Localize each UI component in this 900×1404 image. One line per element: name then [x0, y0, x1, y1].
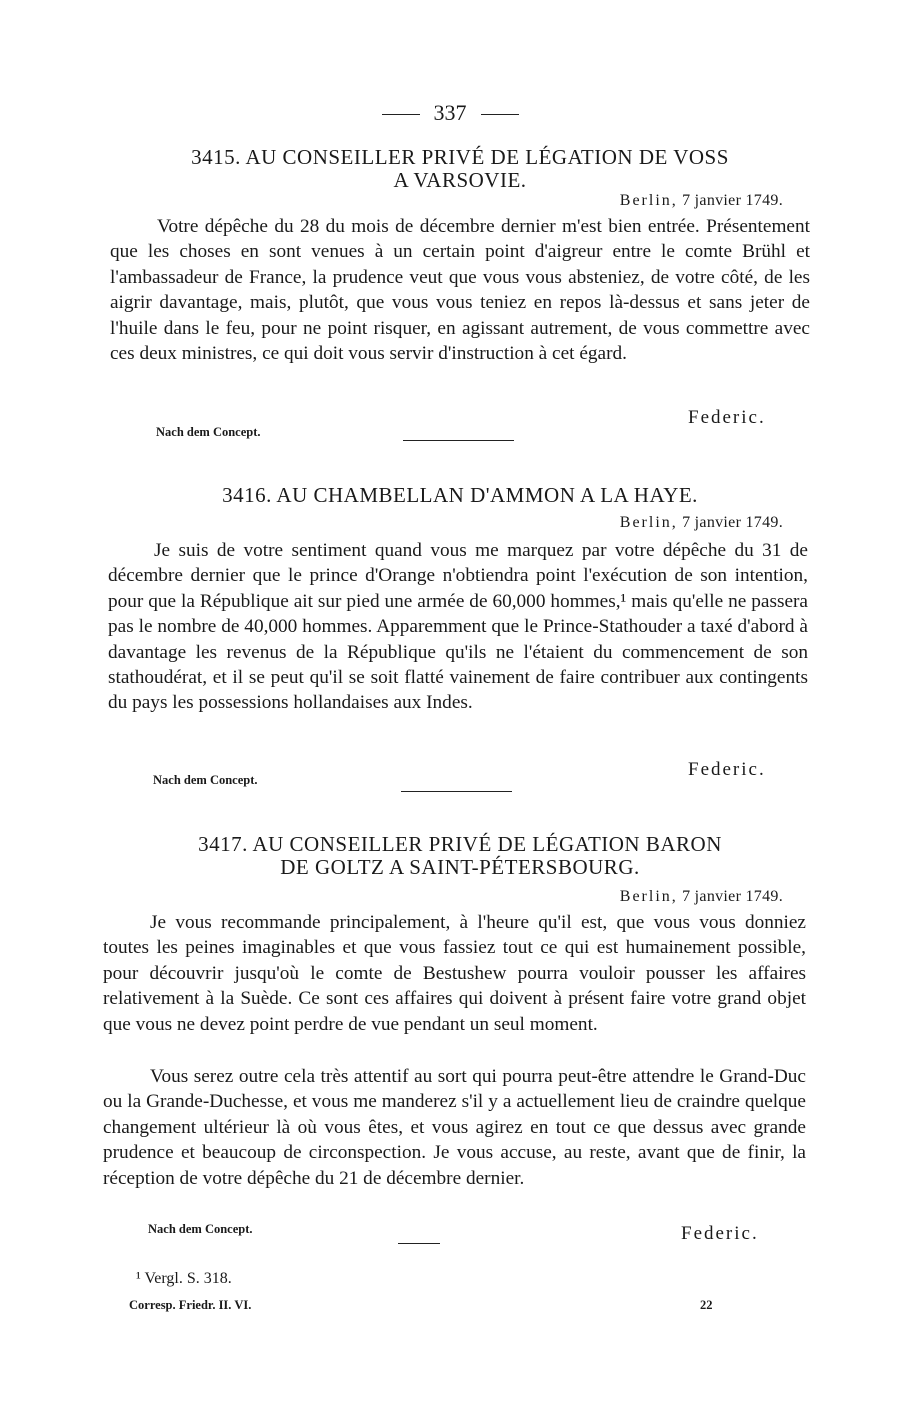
letter-3416-source: Nach dem Concept. [153, 773, 258, 787]
footer-signature-mark: Corresp. Friedr. II. VI. [129, 1298, 252, 1312]
letter-3417-paragraph-1: Je vous recommande principalement, à l'heure qu'il est, que vous vous donniez toutes les peines imaginables et que vous fassiez tout ce qui est humainement possible, pour découvrir jusqu'où le comte de Bestushew pourra vouloir pousser les affaires relativement à la Suède. Ce sont ces affaires qui doivent à présent faire votre grand objet que vous ne devez point perdre de vue pendant un seul moment. [103, 912, 806, 1035]
dateline-date: 7 janvier 1749. [682, 514, 783, 531]
letter-3417-signature: Federic. [681, 1223, 759, 1244]
dateline-date: 7 janvier 1749. [682, 192, 783, 209]
heading-line: DE GOLTZ A SAINT-PÉTERSBOURG. [280, 855, 640, 879]
heading-line: 3417. AU CONSEILLER PRIVÉ DE LÉGATION BARON [198, 832, 722, 856]
letter-3415-heading [100, 146, 820, 192]
page-number: 337 [0, 100, 900, 126]
dateline-date: 7 janvier 1749. [682, 888, 783, 905]
letter-3416-heading [100, 484, 820, 507]
letter-3415-signature: Federic. [688, 407, 766, 428]
heading-line: A VARSOVIE. [393, 168, 527, 192]
section-divider [401, 791, 512, 792]
section-divider [403, 440, 514, 441]
letter-3415-source: Nach dem Concept. [156, 425, 261, 439]
dateline-place: Berlin, [619, 514, 678, 531]
heading-line: 3416. AU CHAMBELLAN D'AMMON A LA HAYE. [222, 483, 698, 507]
letter-3416-dateline [460, 514, 783, 532]
letter-3417-source: Nach dem Concept. [148, 1222, 253, 1236]
footer-sheet-number: 22 [700, 1298, 713, 1312]
dateline-place: Berlin, [619, 192, 678, 209]
letter-3416-paragraph: Je suis de votre sentiment quand vous me marquez par votre dépêche du 31 de décembre dernier que le prince d'Orange n'obtiendra point l'exécution de son intention, pour que la République ait sur pied une armée de 60,000 hommes,¹ mais qu'elle ne passera pas le nombre de 40,000 hommes. Apparemment que le Prince-Stathouder a taxé d'abord à davantage les revenus de la République qu'ils ne l'étaient du commencement de son stathoudérat, et il se peut qu'il se soit flatté vainement de faire contribuer aux contingents du pays les possessions hollandaises aux Indes. [108, 540, 808, 714]
letter-3417-paragraph-2: Vous serez outre cela très attentif au sort qui pourra peut-être attendre le Grand-Duc ou la Grande-Duchesse, et vous me manderez s'il y a actuellement lieu de craindre quelque changement ultérieur là où vous êtes, et vous agirez en tout ce que dessus avec grande prudence et beaucoup de circonspection. Je vous accuse, au reste, avant que de finir, la réception de votre dépêche du 21 de décembre dernier. [103, 1066, 806, 1189]
letter-3415-dateline [460, 192, 783, 210]
heading-line: 3415. AU CONSEILLER PRIVÉ DE LÉGATION DE VOSS [191, 145, 729, 169]
letter-3416-signature: Federic. [688, 759, 766, 780]
section-divider [398, 1243, 440, 1244]
page-number-dash-right [481, 114, 519, 115]
page-number-dash-left [382, 114, 420, 115]
letter-3417-heading [100, 833, 820, 879]
footnote: ¹ Vergl. S. 318. [136, 1270, 232, 1287]
letter-3417-dateline [460, 888, 783, 906]
letter-3415-paragraph: Votre dépêche du 28 du mois de décembre dernier m'est bien entrée. Présentement que les choses en sont venues à un certain point d'aigreur entre le comte Brühl et l'ambassadeur de France, la prudence veut que vous vous absteniez, de votre côté, de les aigrir davantage, mais, plutôt, que vous vous teniez en repos là-dessus et sans jeter de l'huile dans le feu, pour ne point risquer, en agissant autrement, de vous commettre avec ces deux ministres, ce qui doit vous servir d'instruction à cet égard. [110, 216, 810, 365]
dateline-place: Berlin, [619, 888, 678, 905]
